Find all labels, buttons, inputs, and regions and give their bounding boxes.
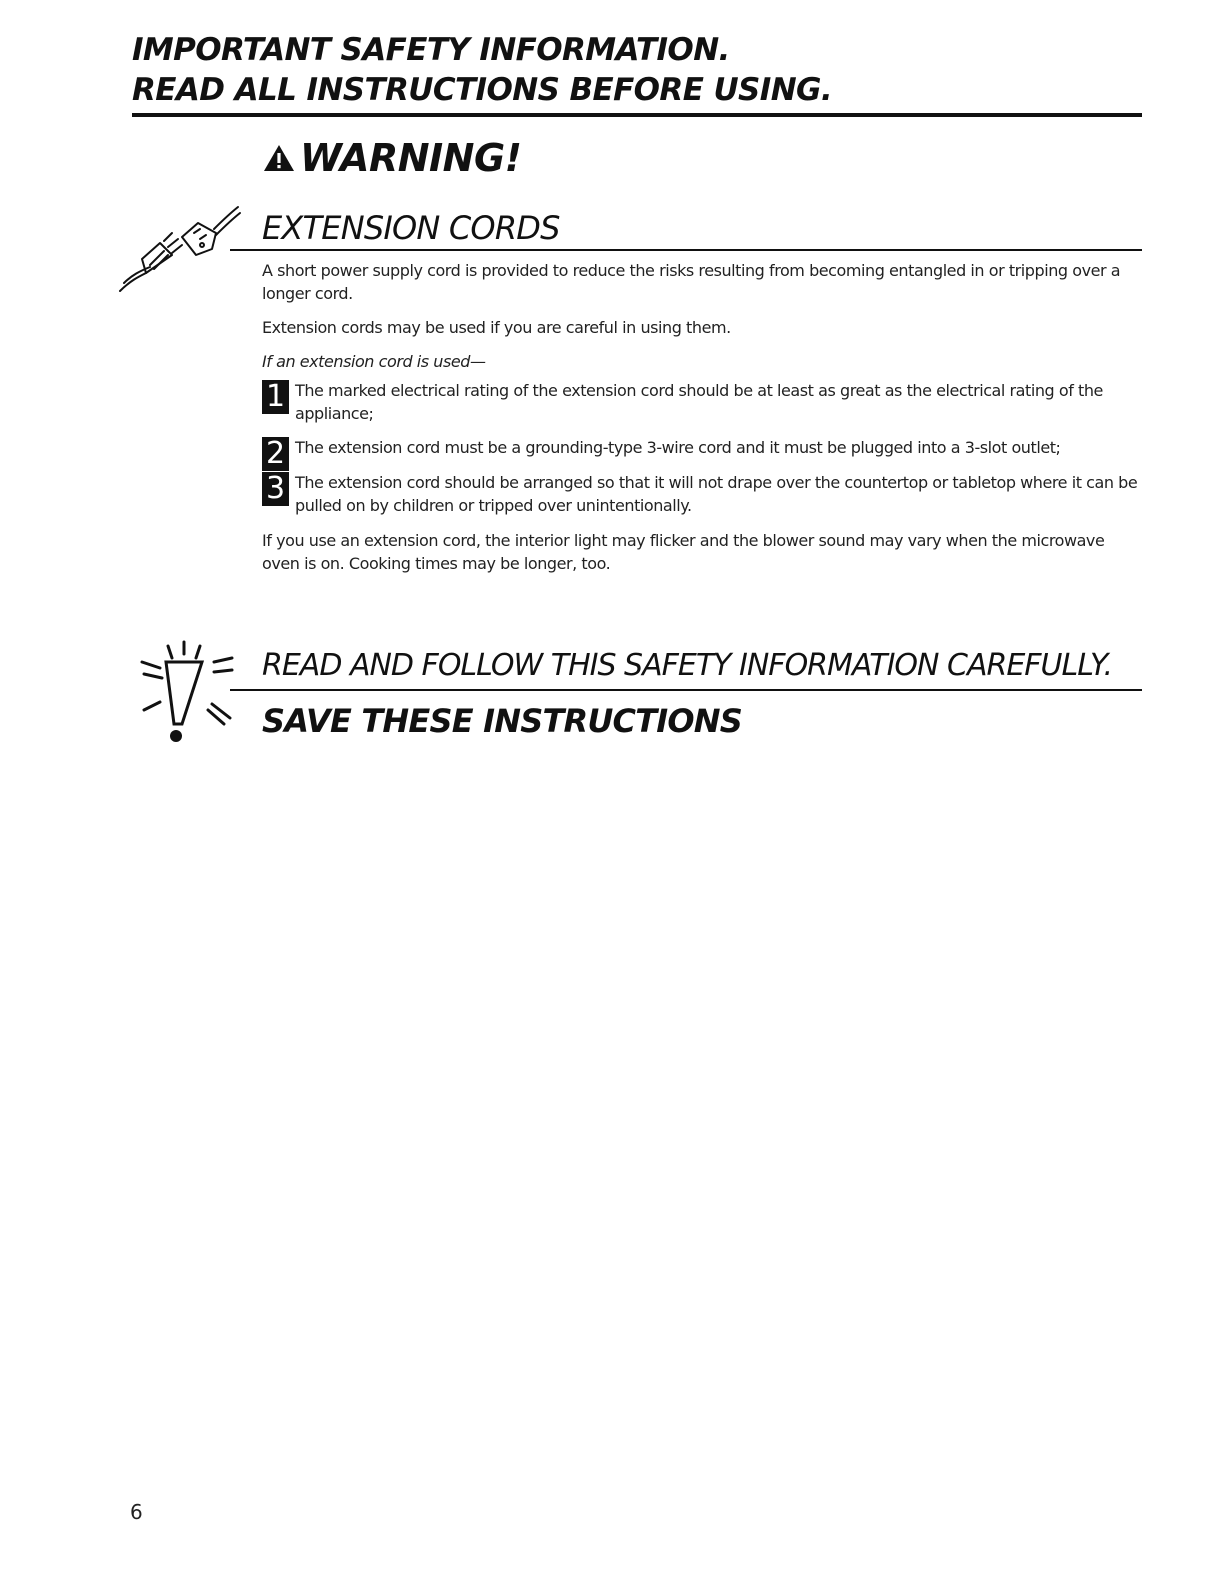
save-instructions-heading: SAVE THESE INSTRUCTIONS bbox=[262, 702, 742, 740]
warning-triangle-icon bbox=[262, 143, 296, 173]
intro-paragraph: A short power supply cord is provided to reduce the risks resulting from becoming entangled in or tripping over a longer cord. bbox=[262, 261, 1121, 303]
page-title-line-1: IMPORTANT SAFETY INFORMATION. bbox=[132, 32, 730, 68]
list-item-text-1: The marked electrical rating of the extension cord should be at least as great as the electrical rating of the appliance; bbox=[295, 381, 1103, 423]
usage-paragraph: Extension cords may be used if you are careful in using them. bbox=[262, 318, 731, 337]
warning-heading bbox=[262, 134, 522, 182]
page-number: 6 bbox=[130, 1500, 143, 1524]
page-title bbox=[132, 30, 832, 110]
lead-in-text: If an extension cord is used— bbox=[262, 352, 486, 371]
plug-icon bbox=[116, 203, 242, 295]
list-item-2 bbox=[262, 436, 1142, 471]
list-item-1 bbox=[262, 379, 1142, 425]
exclamation-alert-icon bbox=[138, 640, 238, 746]
number-badge-1: 1 bbox=[262, 380, 289, 414]
warning-label: WARNING! bbox=[300, 136, 522, 180]
read-follow-divider bbox=[230, 689, 1142, 691]
list-item-text-2: The extension cord must be a grounding-type 3-wire cord and it must be plugged into a 3-slot outlet; bbox=[295, 438, 1061, 457]
section-divider bbox=[230, 249, 1142, 251]
section-title: EXTENSION CORDS bbox=[262, 209, 560, 247]
list-item-text-3: The extension cord should be arranged so that it will not drape over the countertop or tabletop where it can be pulled on by children or tripped over unintentionally. bbox=[295, 473, 1138, 515]
number-badge-2: 2 bbox=[262, 437, 289, 471]
title-divider bbox=[132, 113, 1142, 117]
list-item-3 bbox=[262, 471, 1142, 517]
closing-paragraph: If you use an extension cord, the interior light may flicker and the blower sound may vary when the microwave oven is on. Cooking times may be longer, too. bbox=[262, 531, 1105, 573]
read-follow-heading: READ AND FOLLOW THIS SAFETY INFORMATION CAREFULLY. bbox=[262, 648, 1113, 683]
page-title-line-2: READ ALL INSTRUCTIONS BEFORE USING. bbox=[132, 72, 833, 108]
number-badge-3: 3 bbox=[262, 472, 289, 506]
